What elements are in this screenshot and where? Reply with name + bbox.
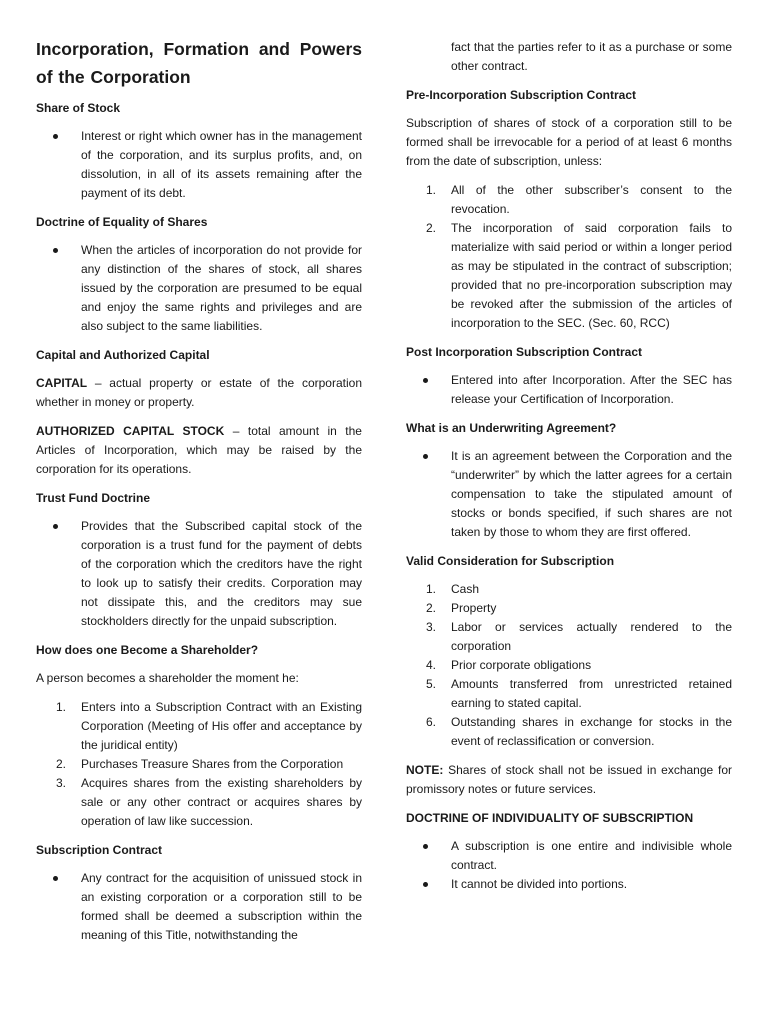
list-item: 5. Amounts transferred from unrestricted retained earning to stated capital.	[426, 677, 732, 710]
individuality-list	[406, 837, 732, 894]
heading-trust-fund: Trust Fund Doctrine	[36, 491, 150, 505]
list-item: It cannot be divided into portions.	[406, 875, 732, 894]
bullet-icon	[53, 134, 58, 139]
list-item: Provides that the Subscribed capital stock of the corporation is a trust fund for the payment of debts of the corporation which the creditors have the right to look up to satisfy their credits. Corporation may not dissipate this, and the creditors may sue stockholders directly for the unpaid subscription.	[36, 517, 362, 631]
list-item: 3. Acquires shares from the existing shareholders by sale or any other contract or acquires shares by operation of law like succession.	[56, 776, 362, 828]
list-item: 2. The incorporation of said corporation fails to materialize with said period or within a longer period as may be stipulated in the contract of subscription; provided that no pre-incorporation subscription may be revoked after the submission of the articles of incorporation to the SEC. (Sec. 60, RCC)	[426, 221, 732, 330]
heading-valid-consideration: Valid Consideration for Subscription	[406, 554, 615, 568]
continuation-text: fact that the parties refer to it as a purchase or some other contract.	[451, 40, 732, 73]
bullet-icon	[423, 378, 428, 383]
heading-pre-incorporation: Pre-Incorporation Subscription Contract	[406, 88, 637, 102]
list-item: 1. All of the other subscriber’s consent to the revocation.	[426, 183, 732, 216]
heading-capital: Capital and Authorized Capital	[36, 348, 210, 362]
left-column	[36, 0, 362, 955]
note-paragraph: NOTE: Shares of stock shall not be issued in exchange for promissory notes or future services.	[406, 763, 732, 796]
bullet-icon	[53, 876, 58, 881]
pre-incorporation-list	[406, 181, 732, 333]
list-item: 1. Cash	[426, 582, 480, 596]
heading-post-incorporation: Post Incorporation Subscription Contract	[406, 345, 643, 359]
heading-become-shareholder: How does one Become a Shareholder?	[36, 643, 259, 657]
heading-share-of-stock: Share of Stock	[36, 101, 121, 115]
capital-definition: CAPITAL – actual property or estate of the corporation whether in money or property.	[36, 376, 362, 409]
list-item: Interest or right which owner has in the management of the corporation, and its surplus profits, and, on dissolution, in all of its assets remaining after the payment of its debt.	[36, 127, 362, 203]
share-of-stock-list	[36, 127, 362, 203]
pre-incorporation-intro: Subscription of shares of stock of a corporation still to be formed shall be irrevocable for a period of at least 6 months from the date of subscription, unless:	[406, 116, 732, 168]
list-item: 2. Property	[426, 601, 497, 615]
underwriting-list	[406, 447, 732, 542]
list-item: When the articles of incorporation do not provide for any distinction of the shares of stock, all shares issued by the corporation are presumed to be equal and enjoy the same rights and privileges and are also subject to the same liabilities.	[36, 241, 362, 336]
page-title: Incorporation, Formation and Powers of the Corporation	[36, 39, 362, 87]
bullet-icon	[423, 454, 428, 459]
heading-subscription-contract: Subscription Contract	[36, 843, 163, 857]
right-column	[406, 0, 732, 904]
bullet-icon	[53, 524, 58, 529]
authorized-capital-definition: AUTHORIZED CAPITAL STOCK – total amount in the Articles of Incorporation, which may be raised by the corporation for its operations.	[36, 424, 362, 476]
list-item: It is an agreement between the Corporation and the “underwriter” by which the latter agrees for a certain compensation to take the stipulated amount of stocks or bonds specified, if such shares are not taken by those to whom they are first offered.	[406, 447, 732, 542]
bullet-icon	[423, 882, 428, 887]
post-incorporation-list	[406, 371, 732, 409]
list-item: Entered into after Incorporation. After the SEC has release your Certification of Incorporation.	[406, 371, 732, 409]
shareholder-list	[36, 698, 362, 831]
list-item: 6. Outstanding shares in exchange for stocks in the event of reclassification or conversion.	[426, 715, 732, 748]
list-item: 3. Labor or services actually rendered to the corporation	[426, 620, 732, 653]
heading-equality-of-shares: Doctrine of Equality of Shares	[36, 215, 208, 229]
subscription-contract-list	[36, 869, 362, 945]
valid-consideration-list	[406, 580, 732, 751]
list-item: 1. Enters into a Subscription Contract with an Existing Corporation (Meeting of His offer and acceptance by the juridical entity)	[56, 700, 362, 752]
equality-list	[36, 241, 362, 336]
list-item: Any contract for the acquisition of unissued stock in an existing corporation or a corporation still to be formed shall be deemed a subscription within the meaning of this Title, notwithstanding the	[36, 869, 362, 945]
heading-underwriting: What is an Underwriting Agreement?	[406, 421, 617, 435]
list-item: 4. Prior corporate obligations	[426, 658, 592, 672]
trust-fund-list	[36, 517, 362, 631]
bullet-icon	[423, 844, 428, 849]
bullet-icon	[53, 248, 58, 253]
shareholder-intro: A person becomes a shareholder the moment he:	[36, 671, 299, 685]
list-item: 2. Purchases Treasure Shares from the Corporation	[56, 757, 344, 771]
heading-individuality: DOCTRINE OF INDIVIDUALITY OF SUBSCRIPTION	[406, 811, 694, 825]
list-item: A subscription is one entire and indivisible whole contract.	[406, 837, 732, 875]
